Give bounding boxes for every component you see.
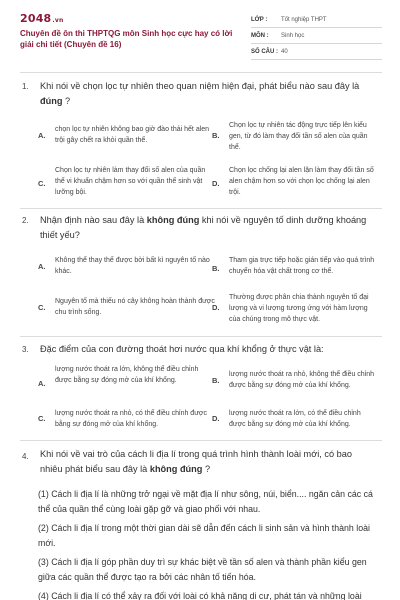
- question-emphasis: không đúng: [149, 464, 203, 474]
- option-letter[interactable]: C.: [38, 303, 46, 312]
- logo-suffix: .vn: [52, 17, 64, 24]
- question-text: [40, 213, 370, 243]
- option-letter[interactable]: A.: [38, 262, 46, 271]
- document-meta: [251, 12, 382, 60]
- question-text-part: Khi nói về chọn lọc tự nhiên theo quan niệm hiện đại, phát biểu nào sau đây là: [40, 81, 360, 91]
- option-d[interactable]: Thường được phân chia thành nguyên tố đại lượng và vi lượng tương ứng với hàm lượng của chúng trong mô thực vật.: [229, 294, 369, 323]
- option-a[interactable]: chọn lọc tự nhiên không bao giờ đào thải hết alen trội gây chết ra khỏi quần thể.: [55, 126, 210, 144]
- question-text: [40, 447, 370, 477]
- divider: [20, 440, 382, 441]
- meta-row-subject: [251, 28, 382, 44]
- question-text-part: Đặc điểm của con đường thoát hơi nước qua khí khổng ở thực vật là:: [40, 344, 324, 354]
- meta-label: LỚP :: [251, 16, 268, 23]
- meta-value: Tốt nghiệp THPT: [281, 16, 327, 23]
- document-title: Chuyên đề ôn thi THPTQG môn Sinh học cực hay có lời giải chi tiết (Chuyên đề 16): [20, 29, 233, 49]
- question-2: [20, 208, 382, 340]
- option-letter[interactable]: B.: [212, 376, 220, 385]
- meta-value: 40: [281, 48, 288, 55]
- document-header: [20, 12, 382, 60]
- question-number: 4.: [22, 452, 29, 461]
- question-text-part: khi nói về nguyên tố dinh dưỡng khoáng thiết yếu?: [40, 215, 367, 240]
- option-letter[interactable]: D.: [212, 303, 220, 312]
- option-d[interactable]: Chọn lọc chống lại alen lặn làm thay đổi tần số alen chậm hơn so với chọn lọc chống lại alen trội.: [229, 167, 374, 196]
- statement-4: (4) Cách li địa lí có thể xảy ra đối với loài có khả năng di cư, phát tán và những loài: [38, 591, 362, 600]
- question-number: 1.: [22, 82, 29, 91]
- question-1: [20, 68, 382, 208]
- logo-main: 2048: [20, 12, 52, 25]
- option-d[interactable]: lượng nước thoát ra lớn, có thể điều chỉnh được bằng sự đóng mở của khí khổng.: [229, 410, 361, 428]
- meta-row-grade: [251, 12, 382, 28]
- statement-3: (3) Cách li địa lí góp phần duy trì sự khác biệt về tần số alen và thành phần kiểu gen giữa các quần thể được tạo ra bởi các nhân tố tiến hóa.: [38, 557, 367, 582]
- question-number: 2.: [22, 216, 29, 225]
- option-b[interactable]: Chọn lọc tự nhiên tác động trực tiếp lên kiểu gen, từ đó làm thay đổi tần số alen của quần thể.: [229, 122, 368, 151]
- option-letter[interactable]: A.: [38, 131, 46, 140]
- option-b[interactable]: Tham gia trực tiếp hoặc gián tiếp vào quá trình chuyển hóa vật chất trong cơ thể.: [229, 257, 375, 275]
- question-text-part: Khi nói về vai trò của cách li địa lí trong quá trình hình thành loài mới, có bao nhiêu phát biểu sau đây là: [40, 449, 352, 474]
- question-text-part: ?: [202, 464, 211, 474]
- option-c[interactable]: lượng nước thoát ra nhỏ, có thể điều chỉnh được bằng sự đóng mở của khí khổng.: [55, 410, 207, 428]
- option-letter[interactable]: A.: [38, 379, 46, 388]
- question-text-part: ?: [62, 96, 71, 106]
- option-letter[interactable]: B.: [212, 131, 220, 140]
- divider: [20, 72, 382, 73]
- divider: [20, 336, 382, 337]
- option-c[interactable]: Chọn lọc tự nhiên làm thay đổi số alen của quần thể vi khuẩn chậm hơn so với quần thể sinh vật lưỡng bội.: [55, 167, 206, 196]
- meta-value: Sinh học: [281, 32, 305, 39]
- divider: [20, 208, 382, 209]
- question-3: [20, 336, 382, 440]
- meta-label: MÔN :: [251, 32, 269, 39]
- question-emphasis: đúng: [40, 96, 63, 106]
- option-letter[interactable]: D.: [212, 179, 220, 188]
- option-b[interactable]: lượng nước thoát ra nhỏ, không thể điều chỉnh được bằng sự đóng mở của khí khổng.: [229, 371, 375, 389]
- question-number: 3.: [22, 345, 29, 354]
- option-a[interactable]: Không thể thay thế được bởi bất kì nguyên tố nào khác.: [55, 257, 210, 275]
- question-text-part: Nhận định nào sau đây là: [40, 215, 147, 225]
- option-letter[interactable]: D.: [212, 414, 220, 423]
- option-letter[interactable]: C.: [38, 414, 46, 423]
- question-text: [40, 79, 370, 109]
- meta-label: SỐ CÂU :: [251, 48, 278, 55]
- statement-1: (1) Cách li địa lí là những trở ngại về mặt địa lí như sông, núi, biển.... ngăn cản các cá thể của quần thể cùng loài gặp gỡ và giao phối với nhau.: [38, 489, 373, 514]
- option-c[interactable]: Nguyên tố mà thiếu nó cây không hoàn thành được chu trình sống.: [55, 298, 215, 316]
- option-a[interactable]: lượng nước thoát ra lớn, không thể điều chỉnh được bằng sự đóng mở của khí khổng.: [55, 366, 199, 384]
- question-text: [40, 342, 370, 357]
- question-emphasis: không đúng: [146, 215, 200, 225]
- meta-row-count: [251, 44, 382, 60]
- option-letter[interactable]: B.: [212, 264, 220, 273]
- site-logo[interactable]: [20, 12, 63, 25]
- statement-2: (2) Cách li địa lí trong một thời gian dài sẽ dẫn đến cách li sinh sản và hình thành loài mới.: [38, 523, 370, 548]
- option-letter[interactable]: C.: [38, 179, 46, 188]
